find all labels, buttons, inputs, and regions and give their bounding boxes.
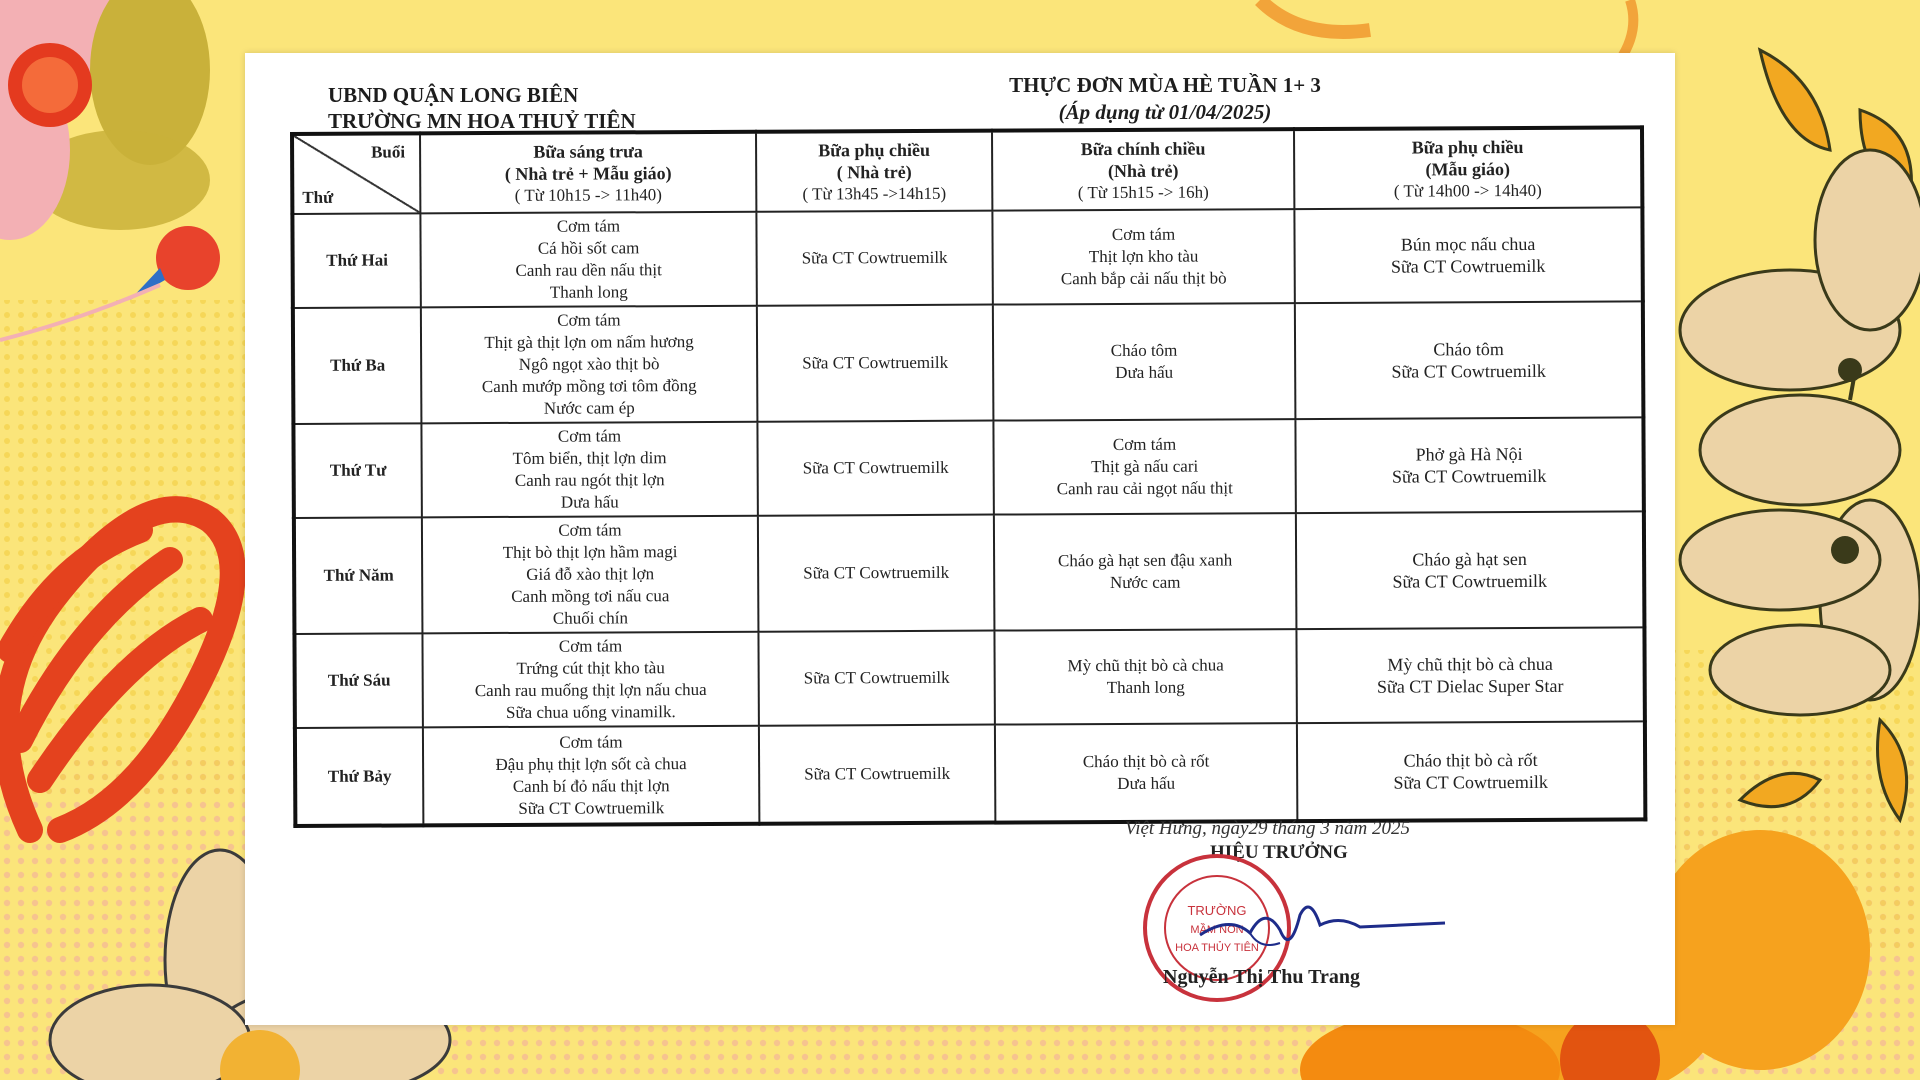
dish-item: Cháo gà hạt sen [1412,548,1527,570]
menu-cell [759,725,995,824]
dish-item: Cá hồi sốt cam [537,238,640,258]
dish-item: Canh mướp mồng tơi tôm đồng [481,376,697,397]
dish-item: Canh rau cải ngọt nấu thịt [1056,478,1233,499]
menu-body [292,207,1645,826]
dish-item: Cơm tám [558,520,622,540]
dish-item: Thanh long [1106,677,1185,698]
meal-time: ( Từ 13h45 ->14h15) [802,183,947,203]
dish-item: Mỳ chũ thịt bò cà chua [1067,655,1224,676]
principal-name: Nguyễn Thị Thu Trang [1163,966,1360,988]
menu-cell [993,303,1296,420]
day-cell: Thứ Ba [293,307,422,424]
meal-name: Bữa sáng trưa [533,140,643,162]
menu-document [245,53,1675,1025]
dish-item: Cháo thịt bò cà rốt [1403,749,1538,771]
dish-item: Cháo thịt bò cà rốt [1082,751,1210,771]
dish-item: Ngô ngọt xào thịt bò [518,354,660,374]
menu-cell [423,726,759,826]
dish-item: Cơm tám [557,310,621,330]
menu-cell [1296,511,1645,629]
day-cell: Thứ Hai [292,213,420,308]
dish-item: Sữa CT Cowtruemilk [802,352,949,373]
dish-item: Nước cam [1109,572,1181,592]
dish-item: Canh bí đỏ nấu thịt lợn [512,775,670,796]
dish-item: Phở gà Hà Nội [1415,443,1523,465]
dish-item: Dưa hấu [1115,362,1174,382]
dish-item: Dưa hấu [1117,773,1176,793]
corner-session-label: Buổi [371,142,406,162]
dish-item: Sữa CT Cowtruemilk [1391,360,1546,382]
meal-group: ( Nhà trẻ + Mẫu giáo) [504,162,672,184]
dish-item: Canh bắp cải nấu thịt bò [1060,268,1227,289]
menu-row [293,301,1644,424]
menu-row [295,721,1645,826]
dish-item: Sữa CT Cowtruemilk [1392,570,1547,592]
dish-item: Bún mọc nấu chua [1400,233,1536,255]
menu-cell [1295,417,1643,513]
header-corner-cell [292,133,420,214]
menu-subtitle: (Áp dụng từ 01/04/2025) [1058,100,1272,124]
dish-item: Sữa CT Cowtruemilk [518,797,665,818]
dish-item: Thịt gà nấu cari [1091,456,1199,477]
dish-item: Cơm tám [558,636,623,656]
menu-cell [1294,207,1642,303]
menu-row [294,511,1645,634]
district-name: UBND QUẬN LONG BIÊN [328,83,579,107]
meal-name: Bữa phụ chiều [818,139,931,160]
meal-group: ( Nhà trẻ) [836,161,912,182]
pink-flower-icon [0,0,210,240]
dish-item: Sữa CT Cowtruemilk [1390,255,1546,277]
dish-item: Canh rau dền nấu thịt [515,260,662,280]
meal-time: ( Từ 10h15 -> 11h40) [514,184,662,205]
organization-header [328,82,636,134]
menu-cell [992,209,1294,304]
meal-group: (Nhà trẻ) [1107,160,1179,181]
menu-cell [995,723,1297,822]
menu-cell [1295,301,1644,419]
meal-header-4 [1294,127,1642,209]
dish-item: Thanh long [549,282,628,302]
menu-row [292,207,1642,308]
meal-time: ( Từ 15h15 -> 16h) [1077,182,1209,202]
dish-item: Sữa CT Cowtruemilk [1393,771,1548,793]
menu-cell [994,513,1297,630]
dish-item: Sữa CT Cowtruemilk [803,562,950,583]
menu-cell [421,422,757,518]
menu-cell [1297,721,1645,821]
signature-icon [1190,885,1450,965]
dish-item: Sữa CT Cowtruemilk [802,457,949,478]
dish-item: Cơm tám [1111,224,1176,244]
menu-cell [756,211,992,306]
dish-item: Cháo gà hạt sen đậu xanh [1057,550,1233,571]
day-cell: Thứ Bảy [295,727,423,826]
corner-day-label: Thứ [302,187,334,207]
meal-header-1 [420,132,756,214]
dish-item: Dưa hấu [560,492,619,512]
stamp-text-line: TRƯỜNG [1187,903,1247,918]
menu-cell [422,632,758,728]
menu-row [294,627,1644,728]
dish-item: Cơm tám [557,426,622,446]
dish-item: Canh rau ngót thịt lợn [514,470,665,490]
dish-item: Sữa CT Cowtruemilk [803,667,950,688]
dish-item: Cơm tám [559,731,623,752]
meal-time: ( Từ 14h00 -> 14h40) [1393,180,1542,201]
dish-item: Sữa CT Cowtruemilk [801,247,948,268]
menu-cell [993,419,1295,514]
stamp-text-line: HOA THỦY TIÊN [1175,942,1259,954]
dish-item: Thịt bò thịt lợn hầm magi [502,542,678,562]
dish-item: Cháo tôm [1110,340,1178,360]
meal-name: Bữa chính chiều [1080,138,1206,159]
menu-cell [758,631,994,726]
principal-title: HIỆU TRƯỞNG [1210,842,1348,863]
dish-item: Canh mồng tơi nấu cua [511,586,670,606]
menu-cell [1296,627,1644,723]
dish-item: Canh rau muống thịt lợn nấu chua [474,679,707,701]
dish-item: Thịt gà thịt lợn om nấm hương [484,332,694,353]
menu-cell [758,515,995,632]
place-date: Việt Hưng, ngày29 tháng 3 năm 2025 [1125,818,1410,839]
menu-table [290,125,1647,828]
menu-title-block [965,72,1365,126]
dish-item: Đậu phụ thịt lợn sốt cà chua [495,753,687,774]
dish-item: Sữa CT Dielac Super Star [1376,675,1564,697]
dish-item: Trứng cút thịt kho tàu [516,658,665,678]
dish-item: Cơm tám [556,216,621,236]
menu-cell [994,629,1296,724]
day-cell: Thứ Tư [293,423,421,518]
menu-cell [421,306,758,424]
dish-item: Giá đỗ xào thịt lợn [526,564,655,584]
dish-item: Sữa CT Cowtruemilk [804,763,951,783]
menu-cell [422,516,759,634]
dish-item: Thịt lợn kho tàu [1088,246,1199,267]
table-header-row [292,127,1642,214]
dish-item: Nước cam ép [543,398,635,418]
dish-item: Cơm tám [1112,434,1177,454]
menu-cell [757,421,993,516]
meal-name: Bữa phụ chiều [1411,136,1524,158]
menu-title: THỰC ĐƠN MÙA HÈ TUẦN 1+ 3 [1009,73,1321,97]
day-cell: Thứ Sáu [294,633,422,728]
menu-cell [757,305,994,422]
meal-header-2 [756,131,992,212]
dish-item: Mỳ chũ thịt bò cà chua [1387,653,1553,675]
meal-group: (Mẫu giáo) [1425,158,1510,179]
dish-item: Chuối chín [552,608,628,628]
dish-item: Sữa chua uống vinamilk. [505,702,676,722]
meal-header-3 [992,129,1294,210]
stamp-text-line: MẦM NON [1190,924,1244,936]
school-name: TRƯỜNG MN HOA THUỶ TIÊN [328,109,636,133]
menu-row [293,417,1643,518]
dish-item: Sữa CT Cowtruemilk [1391,465,1547,487]
menu-cell [420,212,756,308]
dish-item: Tôm biển, thịt lợn dim [512,448,667,468]
day-cell: Thứ Năm [294,517,423,634]
dish-item: Cháo tôm [1433,339,1504,360]
